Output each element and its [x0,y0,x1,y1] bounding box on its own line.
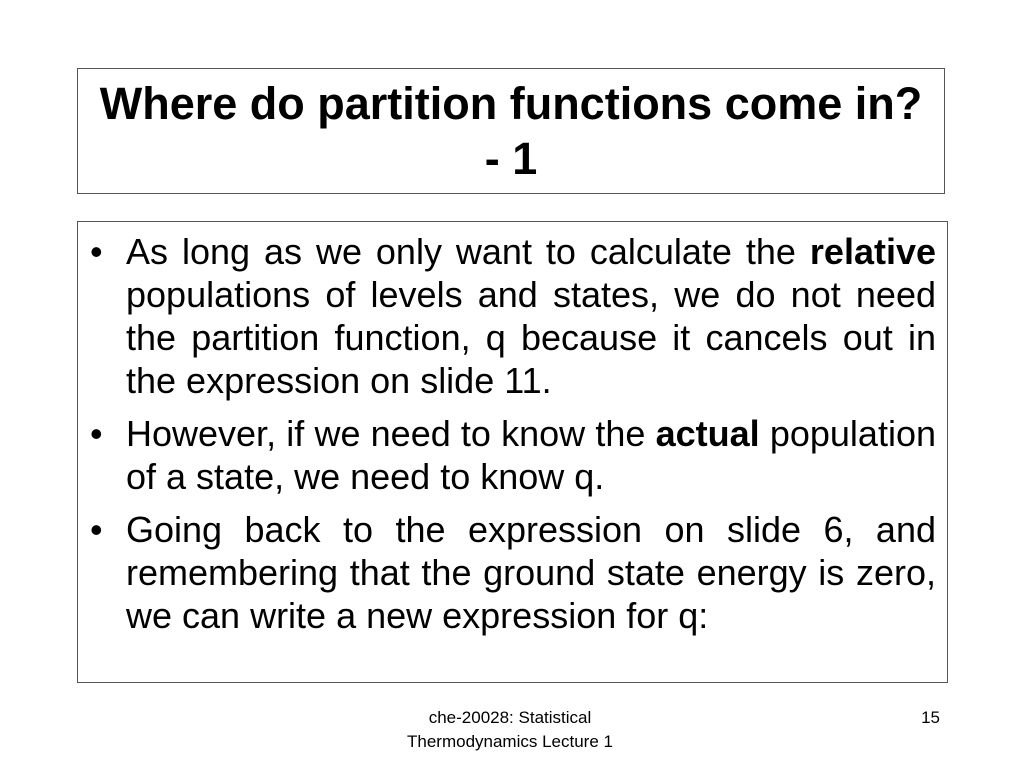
bullet-icon: • [90,231,103,272]
bullet-text-bold: relative [809,231,936,272]
bullet-list [88,230,936,647]
bullet-text-before: As long as we only want to calculate the [126,231,810,272]
footer-course-title [360,706,660,754]
bullet-text-after: populations of levels and states, we do not need the partition function, q because it cancels out in the expression on slide 11. [126,274,936,401]
bullet-icon: • [90,413,103,454]
bullet-text-before: Going back to the expression on slide 6, and remembering that the ground state energy is zero, we can write a new expression for q: [126,509,936,636]
bullet-text-bold: actual [655,413,760,454]
content-box [77,221,948,683]
bullet-text [126,509,936,636]
bullet-item-1 [88,230,936,402]
bullet-text [126,231,936,401]
bullet-text-before: However, if we need to know the [126,413,656,454]
bullet-item-2 [88,412,936,498]
bullet-item-3 [88,508,936,637]
footer-course-line-2: Thermodynamics Lecture 1 [407,732,613,751]
page-number: 15 [921,708,940,727]
bullet-text-after: population of a state, we need to know q. [126,413,936,497]
bullet-text [126,413,936,497]
footer-course-line-1: che-20028: Statistical [428,708,592,727]
title-box [77,68,945,194]
bullet-icon: • [90,509,103,550]
slide-title: Where do partition functions come in? - 1 [99,78,923,184]
